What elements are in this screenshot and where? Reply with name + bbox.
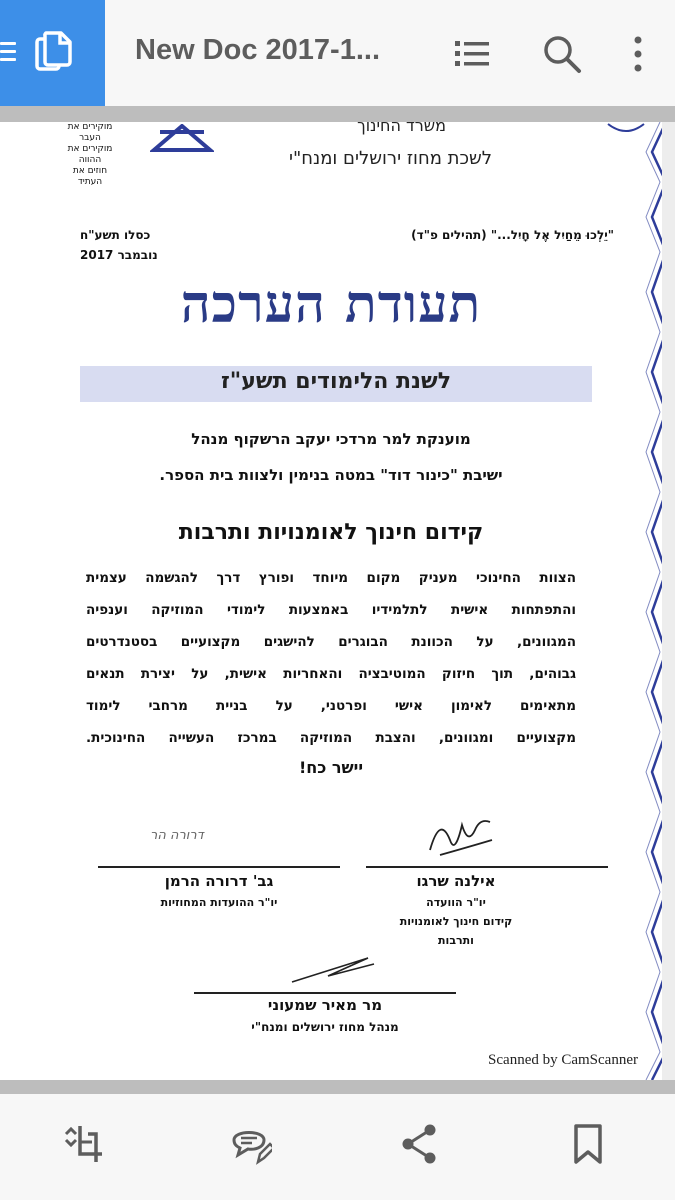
- signature-graphic: [288, 954, 378, 988]
- hamburger-icon[interactable]: [0, 42, 16, 62]
- body-line: המגוונים, על הכוונת הבוגרים להישגים מקצועיים בסטנדרטים: [86, 634, 576, 650]
- scanner-watermark: Scanned by CamScanner: [488, 1052, 638, 1068]
- documents-icon[interactable]: [34, 30, 74, 74]
- date-hebrew: כסלו תשע"ח: [80, 228, 151, 242]
- signature-scribble: דרורה הר: [150, 828, 204, 843]
- logo-line: מוקירים את העבר: [67, 122, 113, 143]
- annotate-icon[interactable]: [228, 1122, 272, 1166]
- signatory-role: יו"ר ההועדות המחוזיות: [160, 896, 278, 909]
- menu-button[interactable]: [0, 0, 105, 106]
- more-options-icon[interactable]: [618, 34, 658, 74]
- district-office: לשכת מחוז ירושלים ומנח"י: [288, 148, 492, 169]
- signatory-role: ותרבות: [438, 934, 474, 947]
- logo-text: [60, 122, 120, 188]
- award-line: ישיבת "כינור דוד" במטה בנימין ולצוות בית הספר.: [159, 466, 503, 484]
- closing-text: יישר כח!: [298, 758, 364, 777]
- logo-star-icon: [150, 124, 214, 152]
- signatory-role: קידום חינוך לאומנויות: [399, 915, 513, 928]
- logo-line: מוקירים את ההווה: [67, 144, 113, 165]
- bookmark-icon[interactable]: [566, 1122, 610, 1166]
- emblem-icon: [606, 122, 646, 136]
- body-line: מקצועיים ומגוונים, והצבת המוזיקה במרכז העשייה החינוכית.: [86, 730, 576, 746]
- logo-line: חוזים את העתיד: [72, 166, 108, 187]
- body-line: מתאימים לאימון אישי ופרטני, על בניית מרחבי לימוד: [86, 698, 576, 714]
- decorative-border: [640, 122, 662, 1080]
- body-line: הצוות החינוכי מעניק מקום מיוחד ופורץ דרך להגשמה עצמית: [86, 570, 576, 586]
- crop-icon[interactable]: [62, 1122, 106, 1166]
- school-year: לשנת הלימודים תשע"ז: [220, 369, 452, 394]
- bottom-divider: [0, 1080, 675, 1094]
- signature-graphic: [420, 810, 500, 860]
- document-title[interactable]: New Doc 2017-1...: [135, 34, 380, 66]
- scanned-page[interactable]: [0, 122, 662, 1080]
- search-icon[interactable]: [542, 34, 582, 74]
- signatory-name: גב' דרורה הרמן: [164, 872, 274, 890]
- signatory-role: מנהל מחוז ירושלים ומנח"י: [251, 1020, 399, 1034]
- body-line: גבוהים, תוך חיזוק המוטיבציה והאחריות אישית, על יצירת תנאים: [86, 666, 576, 682]
- ministry-name: משרד החינוך: [357, 122, 446, 135]
- bottom-action-bar: [0, 1094, 675, 1200]
- signature-line: [98, 866, 340, 868]
- body-line: והתפתחות אישית לתלמידיו באמצעות לימודי המוזיקה וענפיה: [86, 602, 576, 618]
- share-icon[interactable]: [398, 1122, 442, 1166]
- signatory-name: אילנה שרגו: [416, 872, 496, 890]
- certificate-title: תעודת הערכה: [180, 274, 482, 335]
- top-app-bar: [0, 0, 675, 106]
- signatory-role: יו"ר הוועדה: [426, 896, 486, 909]
- verse-quote: "יֵלְכוּ מֵחַיִל אֶל חָיִל..." (תהילים פ"ד): [411, 228, 614, 242]
- signatory-name: מר מאיר שמעוני: [267, 996, 383, 1014]
- signature-line: [194, 992, 456, 994]
- award-line: מוענקת למר מרדכי יעקב הרשקוף מנהל: [191, 430, 471, 448]
- certificate-subject: קידום חינוך לאומנויות ותרבות: [178, 520, 484, 545]
- date-gregorian: נובמבר 2017: [80, 248, 158, 262]
- toolbar-divider: [0, 106, 675, 122]
- list-view-icon[interactable]: [452, 34, 492, 74]
- signature-line: [366, 866, 608, 868]
